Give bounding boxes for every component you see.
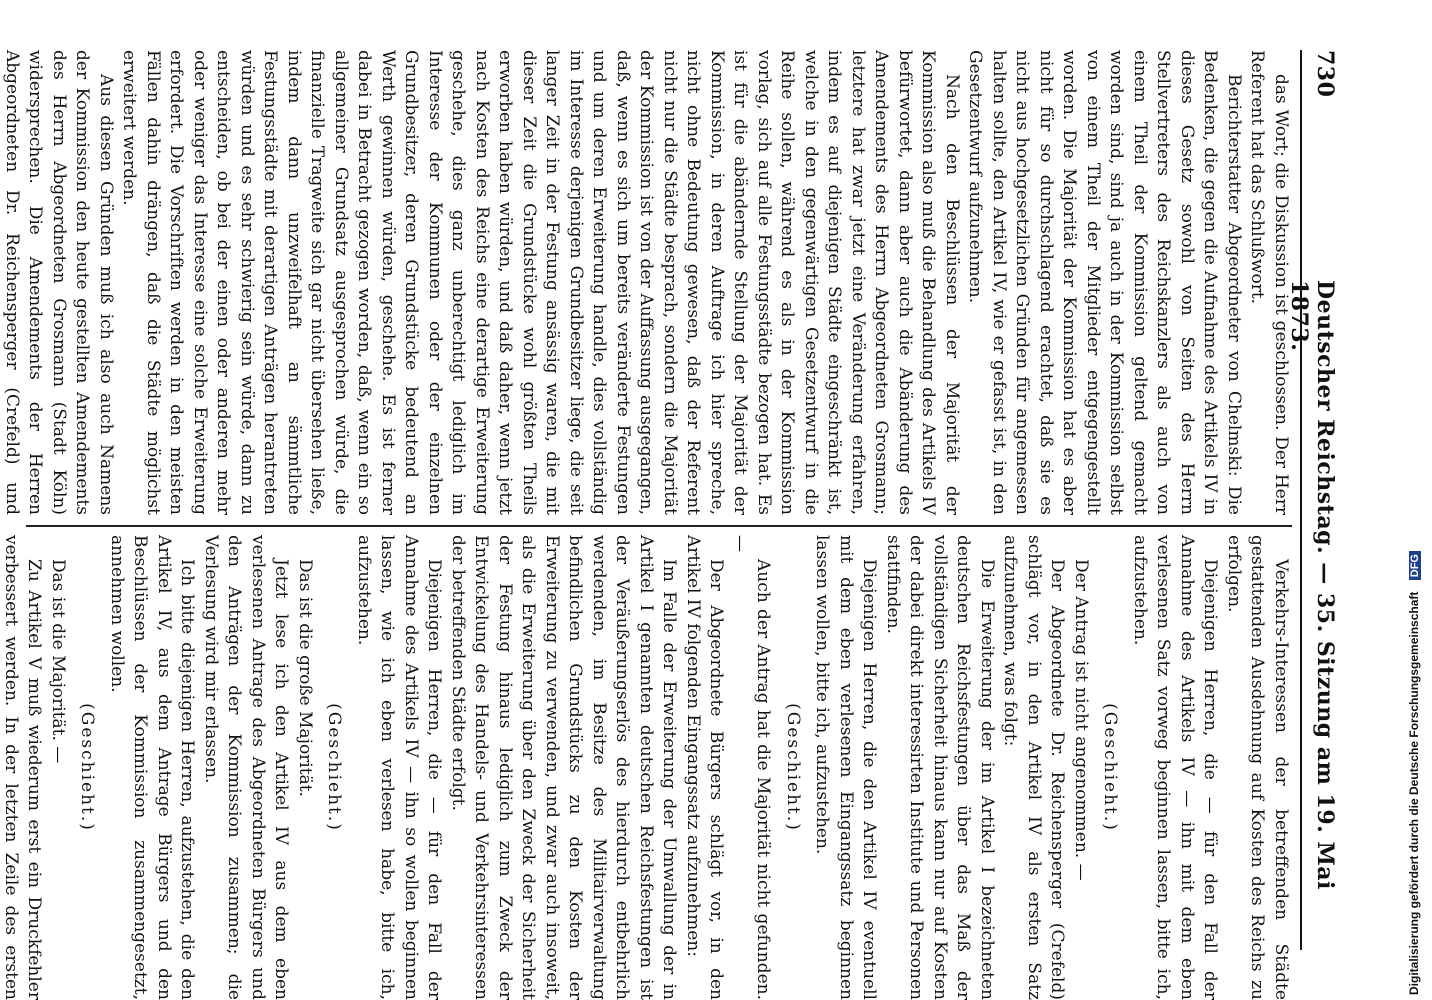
page-header (1286, 50, 1344, 950)
stage-direction: (Geschieht.) (783, 703, 803, 832)
dfg-logo: DFG (1409, 551, 1421, 580)
funding-note (1407, 0, 1421, 995)
paragraph: Nach den Beschlüssen der Majorität der Kommission also muß die Behandlung des Artikels IV befürwortet, dann aber auch die Abänderung des Amendements des Herrn Abgeordneten Grosmann; letztere hat zwar jetzt eine Veränderung erfahren, indem es auf diejenigen Städte eingeschränkt ist, welche in den gegenwärtigen Gesetzentwurf in die Reihe sollen, während es als in der Kommission vorlag, sich auf alle Festungsstädte bezogen hat. Es ist für die abändernde Stellung der Majorität der Kommission, in deren Auftrage ich hier spreche, nicht ohne Bedeutung gewesen, daß der Referent nicht nur die Städte besprach, sondern die Majorität der Kommission ist von der Auffassung ausgegangen, daß, wenn es sich um bereits veränderte Festungen und um deren Erweiterung handle, dies vollständig im Interesse derjenigen Grundbesitzer liege, die seit langer Zeit in der Festung ansässig waren, die mit dieser Zeit die Grundstücke wohl größten Theils erworben haben würden, und daß daher, wenn jetzt nach Kosten des Reichs eine derartige Erweiterung geschehe, dies ganz unberechtigt lediglich im Interesse der Kommunen oder der einzelnen Grundbesitzer, deren Grundstücke bedeutend an Werth gewinnen würden, geschehe. Es ist ferner dabei in Betracht gezogen worden, daß, wenn ein so allgemeiner Grundsatz ausgesprochen würde, die finanzielle Tragweite sich gar nicht übersehen ließe, indem dann unzweifelhaft an sämmtliche Festungsstädte mit derartigen Anträgen herantreten würden und es sehr schwierig sein würde, dann zu entscheiden, ob bei der einen oder anderen mehr oder weniger das Interesse eine solche Erweiterung erfordert. Die Vorschriften werden in den meisten Fällen dahin drängen, daß die Städte möglichst erweitert werden. (119, 50, 962, 515)
paragraph: Aus diesen Gründen muß ich also auch Namens der Kommission den heute gestellten Amendements des Herrn Abgeordneten Grosmann (Stadt Köln) widersprechen. Die Amendements der Herren Abgeordneten Dr. Reichensperger (Crefeld) und (2, 50, 116, 515)
stage-direction: (Geschieht.) (1100, 703, 1121, 832)
paragraph: Diejenigen Herren, die den Artikel IV eventuell mit dem eben verlesenen Eingangssatz beginnen lassen wollen, bitte ich, aufzustehen. (812, 535, 880, 1000)
page-title: Deutscher Reichstag. — 35. Sitzung am 19. Mai 1873. (1286, 280, 1338, 890)
paragraph: Der Abgeordnete Bürgers schlägt vor, in den Artikel IV folgenden Eingangssatz aufzunehmen: (683, 535, 727, 1000)
paragraph: Verkehrs-Interessen der betreffenden Städte gestattenden Ausdehnung auf Kosten des Reichs zu erfolgen. (1224, 535, 1291, 1000)
right-text-column (0, 535, 1292, 1000)
page-number: 730 (1312, 50, 1338, 98)
paragraph: Zu Artikel V muß wiederum erst ein Druckfehler verbessert werden. In der letzten Zeile des ersten (1, 535, 45, 1000)
paragraph: Das ist die Majorität. — (48, 559, 68, 764)
paragraph: Auch der Antrag hat die Majorität nicht gefunden. — (730, 535, 774, 1000)
paragraph: Im Falle der Erweiterung der Umwallung der in Artikel I genannten deutschen Reichsfestungen ist der Veräußerungserlös des hierdurch entbehrlich werdenden, im Besitze des Militairverwaltung befindlichen Grundstücks zu den Kosten der Erweiterung zu verwenden, und zwar auch insoweit, als die Erweiterung über den Zweck der Sicherheit der Festung hinaus lediglich zum Zweck der Entwickelung des Handels- und Verkehrsinteressen der betreffenden Städte erfolgt. (448, 535, 680, 1000)
paragraph: das Wort; die Diskussion ist geschlossen. Der Herr Referent hat das Schlußwort. (1247, 50, 1291, 515)
stage-direction: (Geschieht.) (324, 703, 345, 832)
stage-direction: (Geschieht.) (77, 703, 98, 832)
paragraph: Der Abgeordnete Dr. Reichensperger (Crefeld) schlägt vor, in den Artikel IV als ersten Satz aufzunehmen, was folgt: (1000, 535, 1068, 1000)
paragraph: Diejenigen Herren, die — für den Fall der Annahme des Artikels IV — ihn so wollen beginnen lassen, wie ich eben verlesen habe, bitte ich, aufzustehen. (354, 535, 445, 1000)
paragraph: Die Erweiterung der im Artikel I bezeichneten deutschen Reichsfestungen über das Maß der vollständigen Sicherheit hinaus kann nur auf Kosten der dabei direkt interessirten Institute und Personen stattfinden. (883, 535, 997, 1000)
paragraph: Diejenigen Herren, die — für den Fall der Annahme des Artikels IV — ihn mit dem eben verlesenen Satz vorweg beginnen lassen, bitte ich, aufzustehen. (1130, 535, 1221, 1000)
column-divider (26, 525, 1292, 527)
paragraph: Der Antrag ist nicht angenommen. — (1071, 559, 1091, 881)
paragraph: Das ist die große Majorität. (295, 559, 315, 797)
paragraph: Berichterstatter Abgeordneter von Chelmski: Die Bedenken, die gegen die Aufnahme des Artikels IV in dieses Gesetz sowohl von Seiten des Herrn Stellvertreters des Reichskanzlers als auch von einem Theil der Kommission geltend gemacht worden sind, sind ja auch in der Kommission selbst von einem Theil der Mitglieder entgegengestellt worden. Die Majorität der Kommission hat es aber nicht für so durchschlagend erachtet, daß sie es nicht aus hochgesetzlichen Gründen für angemessen halten sollte, den Artikel IV, wie er gefasst ist, in den Gesetzentwurf aufzunehmen. (965, 50, 1244, 515)
paragraph: Ich bitte diejenigen Herren, aufzustehen, die den Artikel IV, aus dem Antrage Bürgers und den Beschlüssen der Kommission zusammengesetzt, annehmen wollen. (107, 535, 198, 1000)
left-text-column (0, 50, 1292, 515)
funding-note-text: Digitalisierung gefördert durch die Deutsche Forschungsgemeinschaft (1407, 591, 1421, 995)
paragraph: Jetzt lese ich den Artikel IV aus dem eben verlesenen Antrage des Abgeordneten Bürgers und den Anträgen der Kommission zusammen; die Verlesung wird mir erlassen. (201, 535, 292, 1000)
